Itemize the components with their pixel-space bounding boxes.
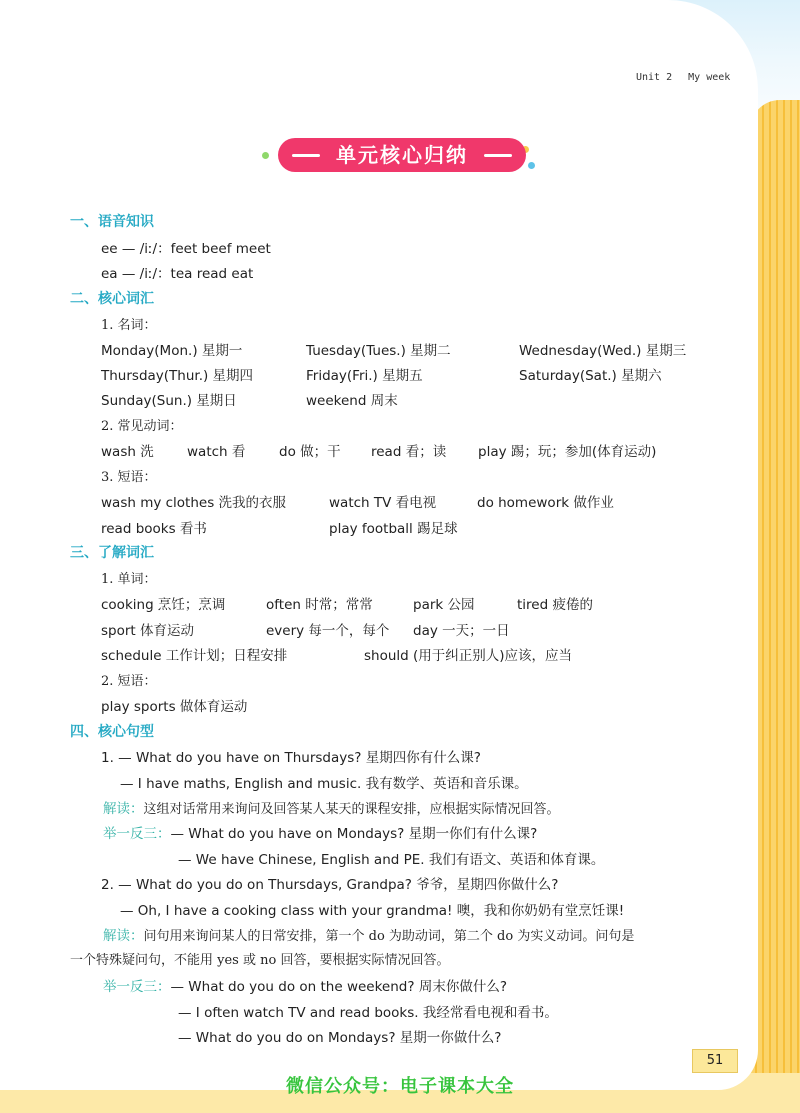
section-heading: 一、语音知识 [70,214,154,230]
note-line [103,924,634,944]
sentence-answer: — Oh, I have a cooking class with your grandma! 噢，我和你奶奶有堂烹饪课! [120,903,625,919]
verb-read: read 看；读 [371,444,447,460]
verb-play: play 踢；玩；参加(体育运动) [478,444,657,460]
verb-do: do 做；干 [279,444,341,460]
example-answer: — I often watch TV and read books. 我经常看电视和看书。 [178,1005,558,1021]
example-line [103,975,507,995]
running-header [636,72,740,83]
watermark: 微信公众号：电子课本大全 [286,1076,514,1097]
word-friday: Friday(Fri.) 星期五 [306,368,423,384]
phrase-item: do homework 做作业 [477,495,614,511]
word-day: day 一天；一日 [413,623,510,639]
word-thursday: Thursday(Thur.) 星期四 [101,368,254,384]
nouns-label: 1. 名词： [101,318,157,333]
sentence-question: 1. — What do you have on Thursdays? 星期四你有什么课? [101,750,481,766]
phrases-label: 3. 短语： [101,470,157,485]
word-sunday: Sunday(Sun.) 星期日 [101,393,237,409]
example-question: — What do you have on Mondays? 星期一你们有什么课? [170,826,538,842]
note-text: 问句用来询问某人的日常安排，第一个 do 为助动词，第二个 do 为实义动词。问句是 [143,929,635,944]
word-cooking: cooking 烹饪；烹调 [101,597,226,613]
word-wednesday: Wednesday(Wed.) 星期三 [519,343,687,359]
word-tired: tired 疲倦的 [517,597,593,613]
note-text-continued: 一个特殊疑问句，不能用 yes 或 no 回答，要根据实际情况回答。 [70,953,450,968]
example-label: 举一反三： [103,979,171,995]
note-text: 这组对话常用来询问及回答某人某天的课程安排，应根据实际情况回答。 [143,802,560,817]
phonics-ea: ea — /iː/：tea read eat [101,266,254,282]
example-question: — What do you do on the weekend? 周末你做什么? [170,979,507,995]
example-answer: — We have Chinese, English and PE. 我们有语文、英语和体育课。 [178,852,605,868]
section-heading: 二、核心词汇 [70,291,154,307]
title-banner [262,138,542,172]
unit-label: Unit 2 [636,72,673,83]
banner-title: 单元核心归纳 [336,143,468,167]
decor-dot-icon [262,152,269,159]
example-question: — What do you do on Mondays? 星期一你做什么? [178,1030,502,1046]
word-park: park 公园 [413,597,475,613]
word-every: every 每一个，每个 [266,623,390,639]
note-line [103,797,560,817]
verb-watch: watch 看 [187,444,246,460]
verbs-label: 2. 常见动词： [101,419,183,434]
phrase-item: play sports 做体育运动 [101,699,248,715]
banner-dash-left [292,154,320,157]
words-label: 1. 单词： [101,572,157,587]
section-heading: 三、了解词汇 [70,545,154,561]
word-often: often 时常；常常 [266,597,373,613]
word-monday: Monday(Mon.) 星期一 [101,343,243,359]
banner-dash-right [484,154,512,157]
word-sport: sport 体育运动 [101,623,194,639]
phonics-ee: ee — /iː/：feet beef meet [101,241,271,257]
page-number: 51 [692,1049,738,1073]
phrase-item: wash my clothes 洗我的衣服 [101,495,287,511]
word-schedule: schedule 工作计划；日程安排 [101,648,288,664]
phrase-item: play football 踢足球 [329,521,458,537]
verb-wash: wash 洗 [101,444,154,460]
example-label: 举一反三： [103,826,171,842]
phrase-item: read books 看书 [101,521,207,537]
sentence-answer: — I have maths, English and music. 我有数学、英语和音乐课。 [120,776,528,792]
decor-dot-icon [528,162,535,169]
phrase-item: watch TV 看电视 [329,495,437,511]
unit-title: My week [688,72,731,83]
sentence-question: 2. — What do you do on Thursdays, Grandpa? 爷爷，星期四你做什么? [101,877,559,893]
word-tuesday: Tuesday(Tues.) 星期二 [306,343,451,359]
note-label: 解读： [103,801,144,817]
banner-pill [278,138,526,172]
word-weekend: weekend 周末 [306,393,398,409]
section-heading: 四、核心句型 [70,724,154,740]
phrases-label: 2. 短语： [101,674,157,689]
example-line [103,822,537,842]
word-should: should (用于纠正别人)应该，应当 [364,648,573,664]
note-label: 解读： [103,928,144,944]
word-saturday: Saturday(Sat.) 星期六 [519,368,662,384]
